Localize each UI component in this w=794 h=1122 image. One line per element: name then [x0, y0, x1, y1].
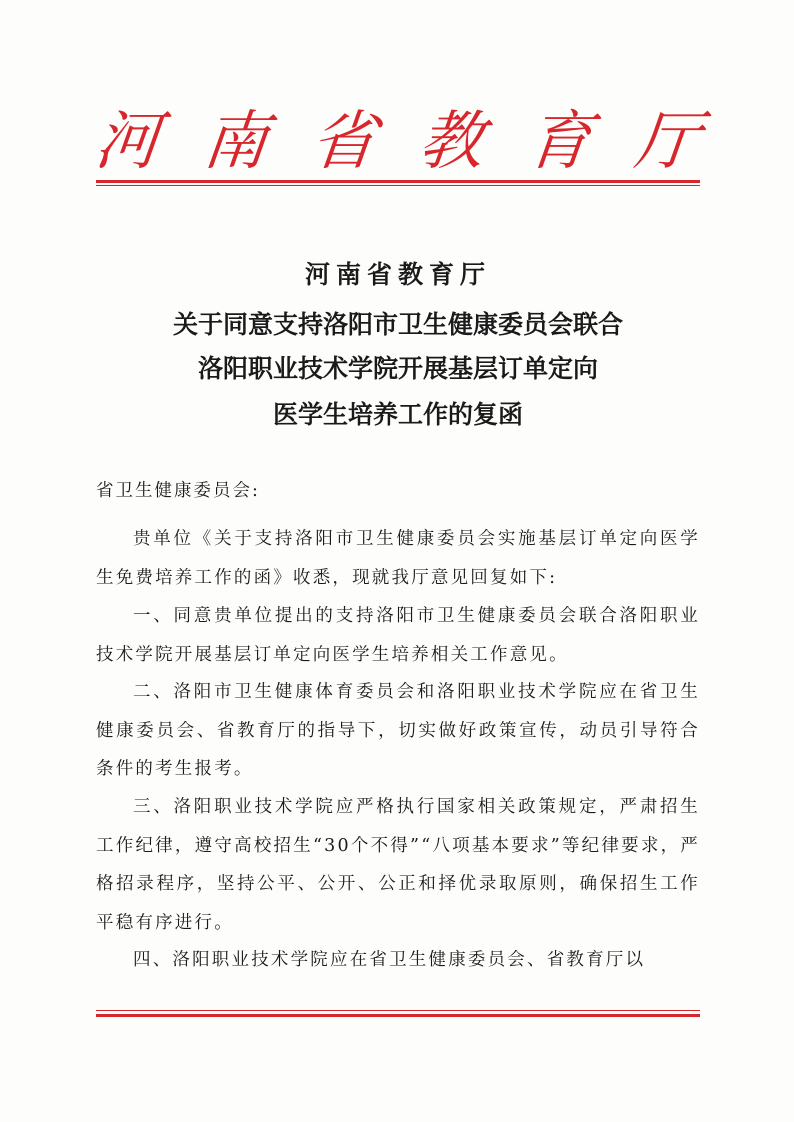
letterhead-rule-thin — [96, 185, 700, 186]
paragraph: 三、洛阳职业技术学院应严格执行国家相关政策规定，严肃招生工作纪律，遵守高校招生“30个不得”“八项基本要求”等纪律要求，严格招录程序，坚持公平、公开、公正和择优录取原则，确保招生工作平稳有序进行。 — [96, 797, 700, 933]
title-line-3: 洛阳职业技术学院开展基层订单定向 — [197, 354, 598, 383]
paragraph: 一、同意贵单位提出的支持洛阳市卫生健康委员会联合洛阳职业技术学院开展基层订单定向医学生培养相关工作意见。 — [96, 606, 700, 665]
title-line-1: 河南省教育厅 — [304, 260, 491, 289]
letterhead — [91, 96, 704, 179]
paragraph: 贵单位《关于支持洛阳市卫生健康委员会实施基层订单定向医学生免费培养工作的函》收悉，现就我厅意见回复如下: — [96, 529, 700, 588]
title-line-2: 关于同意支持洛阳市卫生健康委员会联合 — [172, 310, 623, 339]
letterhead-char: 厅 — [631, 105, 704, 179]
paragraph: 二、洛阳市卫生健康体育委员会和洛阳职业技术学院应在省卫生健康委员会、省教育厅的指导下，切实做好政策宣传，动员引导符合条件的考生报考。 — [96, 682, 700, 779]
letterhead-char: 省 — [307, 105, 380, 179]
salutation: 省卫生健康委员会: — [96, 481, 260, 501]
footer-rule-thin — [96, 1010, 700, 1011]
footer-rule-thick — [96, 1014, 700, 1017]
letterhead-char: 河 — [91, 105, 164, 179]
paragraph: 四、洛阳职业技术学院应在省卫生健康委员会、省教育厅以 — [133, 950, 646, 970]
title-line-4: 医学生培养工作的复函 — [272, 400, 523, 429]
letterhead-char: 教 — [415, 105, 488, 179]
letterhead-rule-thick — [96, 180, 700, 183]
letterhead-char: 南 — [199, 105, 272, 179]
letterhead-char: 育 — [523, 105, 596, 179]
